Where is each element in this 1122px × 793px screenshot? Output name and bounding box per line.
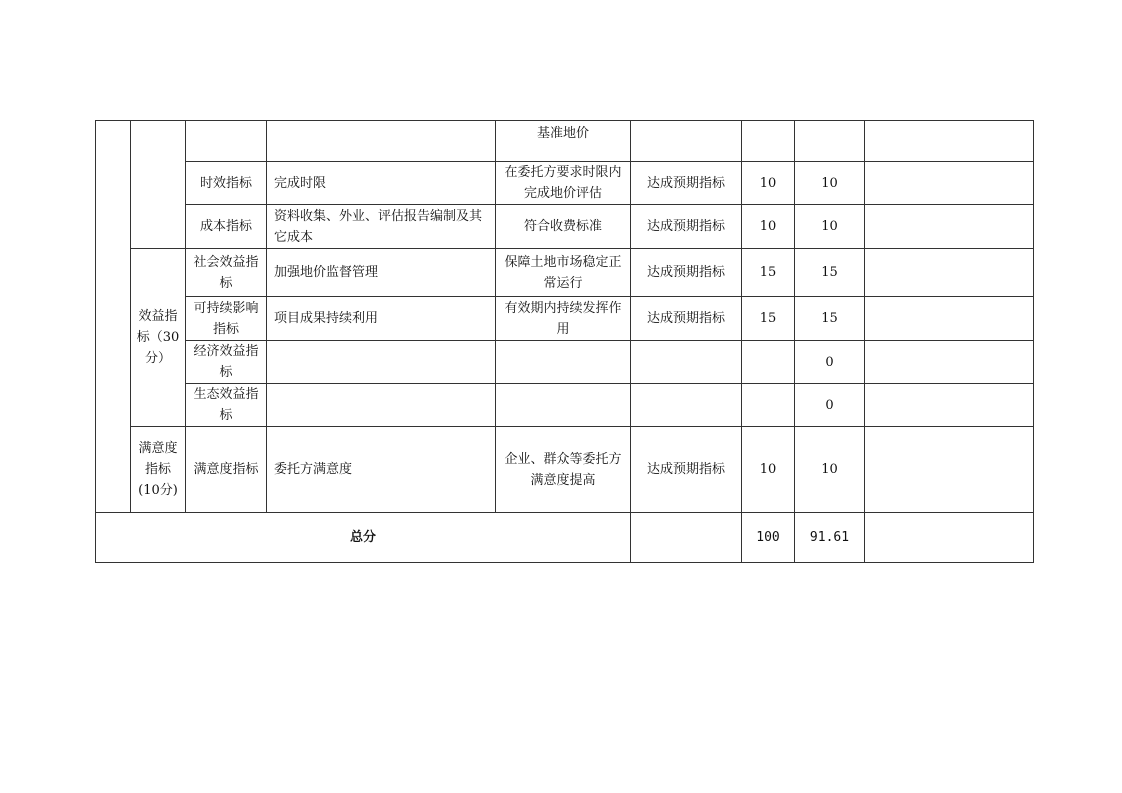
table-row: [96, 384, 1034, 427]
level3-cell: 成本指标: [186, 205, 267, 249]
performance-evaluation-table: [95, 120, 1034, 563]
level3-cell: [186, 121, 267, 162]
weight-cell: 10: [742, 205, 795, 249]
remark-cell: [865, 121, 1034, 162]
table-row: [96, 121, 1034, 162]
total-weight: 100: [742, 513, 795, 563]
table-row: [96, 427, 1034, 513]
remark-cell: [865, 162, 1034, 205]
score-cell: 10: [795, 427, 865, 513]
standard-cell: [496, 384, 631, 427]
level2-cell: 满意度指标(10分): [131, 427, 186, 513]
indicator-cell: [267, 384, 496, 427]
weight-cell: 10: [742, 427, 795, 513]
standard-cell: [496, 341, 631, 384]
weight-cell: 10: [742, 162, 795, 205]
completion-cell: [631, 513, 742, 563]
score-cell: 10: [795, 205, 865, 249]
standard-cell: 保障土地市场稳定正常运行: [496, 249, 631, 297]
weight-cell: 15: [742, 249, 795, 297]
weight-cell: 15: [742, 297, 795, 341]
score-cell: [795, 121, 865, 162]
level3-cell: 满意度指标: [186, 427, 267, 513]
indicator-cell: 完成时限: [267, 162, 496, 205]
completion-cell: 达成预期指标: [631, 162, 742, 205]
weight-cell: [742, 121, 795, 162]
level3-cell: 经济效益指标: [186, 341, 267, 384]
remark-cell: [865, 297, 1034, 341]
total-label: 总分: [96, 513, 631, 563]
indicator-cell: [267, 121, 496, 162]
standard-cell: 企业、群众等委托方满意度提高: [496, 427, 631, 513]
completion-cell: [631, 384, 742, 427]
remark-cell: [865, 427, 1034, 513]
standard-cell: 在委托方要求时限内完成地价评估: [496, 162, 631, 205]
completion-cell: 达成预期指标: [631, 205, 742, 249]
level3-cell: 时效指标: [186, 162, 267, 205]
standard-cell: 基准地价: [496, 121, 631, 162]
standard-cell: 符合收费标准: [496, 205, 631, 249]
table-row: [96, 341, 1034, 384]
table-row: [96, 205, 1034, 249]
remark-cell: [865, 384, 1034, 427]
level3-cell: 可持续影响指标: [186, 297, 267, 341]
level1-cell: [96, 121, 131, 513]
score-cell: 15: [795, 249, 865, 297]
standard-cell: 有效期内持续发挥作用: [496, 297, 631, 341]
table-row: [96, 249, 1034, 297]
table-row: [96, 162, 1034, 205]
indicator-cell: 项目成果持续利用: [267, 297, 496, 341]
remark-cell: [865, 341, 1034, 384]
level3-cell: 社会效益指标: [186, 249, 267, 297]
level2-cell: [131, 121, 186, 249]
weight-cell: [742, 341, 795, 384]
indicator-cell: 委托方满意度: [267, 427, 496, 513]
remark-cell: [865, 513, 1034, 563]
total-row: [96, 513, 1034, 563]
completion-cell: 达成预期指标: [631, 297, 742, 341]
score-cell: 10: [795, 162, 865, 205]
weight-cell: [742, 384, 795, 427]
level3-cell: 生态效益指标: [186, 384, 267, 427]
table-row: [96, 297, 1034, 341]
indicator-cell: [267, 341, 496, 384]
total-score: 91.61: [795, 513, 865, 563]
remark-cell: [865, 205, 1034, 249]
completion-cell: [631, 121, 742, 162]
completion-cell: 达成预期指标: [631, 249, 742, 297]
completion-cell: 达成预期指标: [631, 427, 742, 513]
indicator-cell: 资料收集、外业、评估报告编制及其它成本: [267, 205, 496, 249]
remark-cell: [865, 249, 1034, 297]
score-cell: 0: [795, 384, 865, 427]
score-cell: 15: [795, 297, 865, 341]
level2-cell: 效益指标（30分）: [131, 249, 186, 427]
score-cell: 0: [795, 341, 865, 384]
indicator-cell: 加强地价监督管理: [267, 249, 496, 297]
completion-cell: [631, 341, 742, 384]
